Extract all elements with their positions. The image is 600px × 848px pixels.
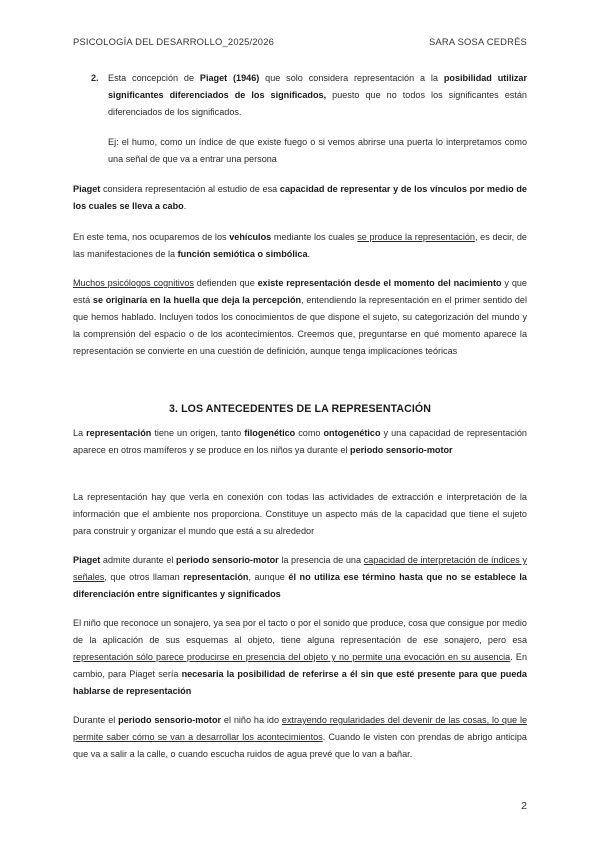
page-header [73,36,527,47]
header-course: PSICOLOGÍA DEL DESARROLLO_2025/2026 [73,36,275,47]
paragraph-rattle-example: El niño que reconoce un sonajero, ya sea por el tacto o por el sonido que produce, cosa que consigue por medio de la aplicación de sus esquemas al objeto, tiene alguna representación de ese sonajero, pero esa representación sólo parece producirse en presencia del objeto y no permite una evocación en su ausencia. En cambio, para Piaget sería necesaria la posibilidad de referirse a él sin que esté presente para que pueda hablarse de representación [73,618,527,696]
paragraph-origin: La representación tiene un origen, tanto filogenético como ontogenético y una capacidad de representación aparece en otros mamíferos y se produce en los niños ya durante el periodo sensorio-motor [73,428,527,455]
paragraph-piaget-sensorimotor: Piaget admite durante el periodo sensorio-motor la presencia de una capacidad de interpretación de índices y señales, que otros llaman representación, aunque él no utiliza ese término hasta que no se establece la diferenciación entre significantes y significados [73,555,527,599]
paragraph-information-extraction: La representación hay que verla en conexión con todas las actividades de extracción e interpretación de la información que el ambiente nos proporciona. Constituye un aspecto más de la capacidad que tiene el sujeto para construir y organizar el mundo que está a su alrededor [73,492,527,536]
paragraph-piaget-representation: Piaget considera representación al estudio de esa capacidad de representar y de los vínculos por medio de los cuales se lleva a cabo. [73,184,527,211]
page-number: 2 [521,800,527,812]
paragraph-vehicles: En este tema, nos ocuparemos de los vehículos mediante los cuales se produce la representación, es decir, de las manifestaciones de la función semiótica o simbólica. [73,232,527,259]
header-author: SARA SOSA CEDRÉS [428,36,527,47]
example-paragraph: Ej: el humo, como un índice de que existe fuego o si vemos abrirse una puerta lo interpretamos como una señal de que va a entrar una persona [108,137,527,164]
item-2-paragraph: Esta concepción de Piaget (1946) que solo considera representación a la posibilidad utilizar significantes diferenciados de los significados, puesto que no todos los significantes están diferenciados de los significados. [108,73,528,117]
paragraph-regularities: Durante el periodo sensorio-motor el niño ha ido extrayendo regularidades del devenir de las cosas, lo que le permite saber cómo se van a desarrollar los acontecimientos. Cuando le visten con prendas de abrigo anticipa que va a salir a la calle, o cuando escucha ruidos de agua prevé que lo van a bañar. [73,715,528,759]
paragraph-cognitive-psychologists: Muchos psicólogos cognitivos defienden que existe representación desde el momento del nacimiento y que está se originaría en la huella que deja la percepción, entendiendo la representación en el primer sentido del que hemos hablado. Incluyen todos los conocimientos de que dispone el sujeto, su categorización del mundo y la comprensión del espacio o de los acontecimientos. Creemos que, preguntarse en qué momento aparece la representación se convierte en una cuestión de definición, aunque tenga implicaciones teóricas [73,278,527,356]
section-title: 3. LOS ANTECEDENTES DE LA REPRESENTACIÓN [168,403,431,415]
item-number: 2. [91,73,99,83]
